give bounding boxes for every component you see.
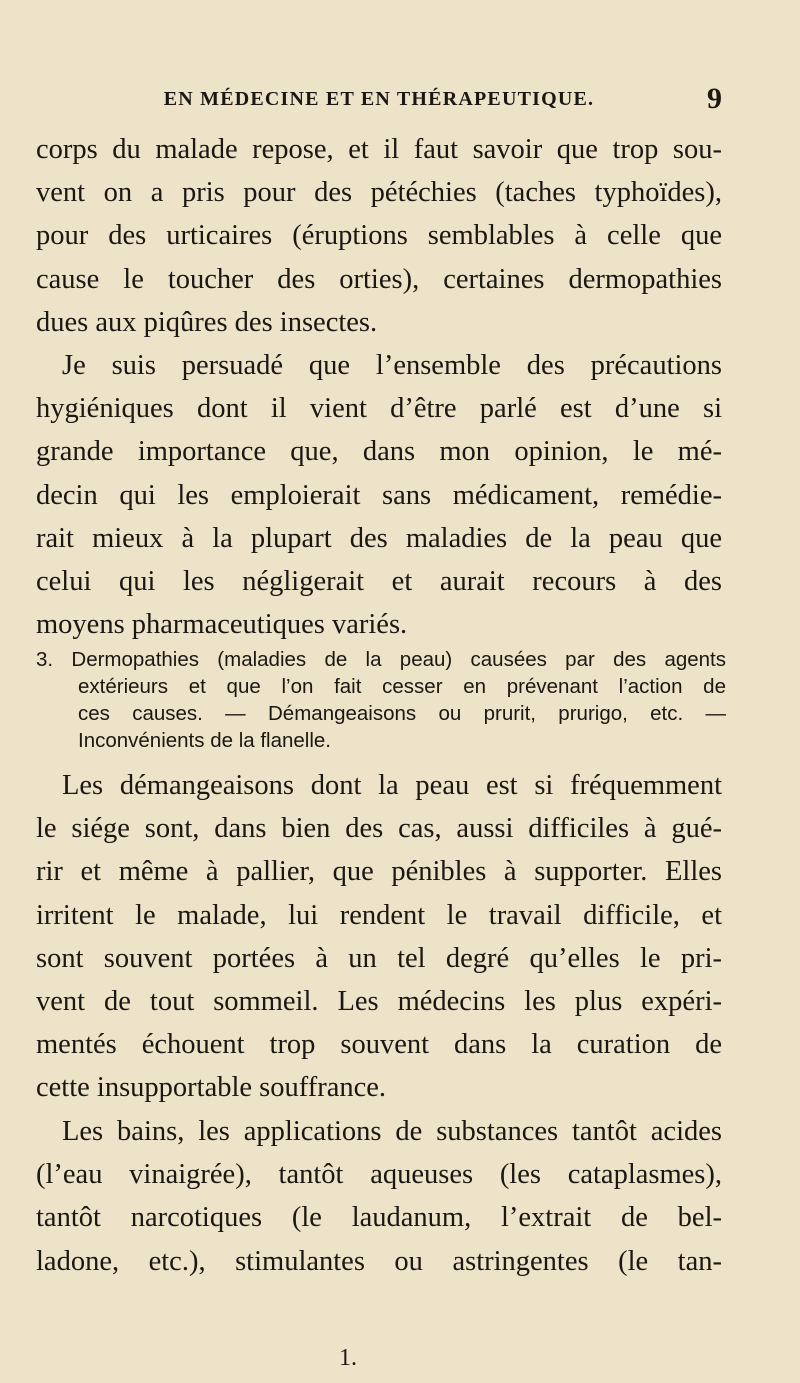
paragraph-2-line-1: Je suis persuadé que l’ensemble des précautions — [62, 350, 722, 381]
paragraph-1-line-2: vent on a pris pour des pétéchies (taches typhoïdes), — [36, 177, 722, 209]
section-3-line-2: extérieurs et que l’on fait cesser en prévenant l’action de — [78, 675, 726, 698]
paragraph-3-line-8: cette insupportable souffrance. — [36, 1072, 387, 1104]
paragraph-3 — [36, 764, 722, 1110]
running-head — [36, 84, 722, 114]
paragraph-2-line-7: moyens pharmaceutiques variés. — [36, 609, 408, 641]
page-number: 9 — [707, 82, 722, 115]
paragraph-1-line-3: pour des urticaires (éruptions semblables à celle que — [36, 220, 722, 252]
section-3-line-3: ces causes. — Démangeaisons ou prurit, prurigo, etc. — — [78, 702, 726, 725]
paragraph-3-line-7: mentés échouent trop souvent dans la curation de — [36, 1029, 722, 1061]
paragraph-2-line-5: rait mieux à la plupart des maladies de la peau que — [36, 522, 722, 554]
paragraph-2-line-3: grande importance que, dans mon opinion, le mé- — [36, 436, 722, 468]
paragraph-4-line-1: Les bains, les applications de substances tantôt acides — [62, 1116, 722, 1147]
paragraph-2-line-6: celui qui les négligerait et aurait recours à des — [36, 565, 722, 597]
signature-mark: 1. — [339, 1345, 357, 1371]
paragraph-3-line-5: sont souvent portées à un tel degré qu’elles le pri- — [36, 942, 722, 974]
paragraph-4-line-3: tantôt narcotiques (le laudanum, l’extrait de bel- — [36, 1202, 722, 1234]
paragraph-3-line-4: irritent le malade, lui rendent le travail difficile, et — [36, 899, 722, 931]
paragraph-3-line-6: vent de tout sommeil. Les médecins les plus expéri- — [36, 985, 722, 1017]
section-3-line-4: Inconvénients de la flanelle. — [78, 729, 332, 752]
paragraph-1-line-1: corps du malade repose, et il faut savoir que trop sou- — [36, 134, 722, 165]
paragraph-4 — [36, 1110, 722, 1283]
paragraph-2-line-4: decin qui les emploierait sans médicament, remédie- — [36, 479, 722, 511]
paragraph-1-line-5: dues aux piqûres des insectes. — [36, 306, 378, 338]
paragraph-3-line-1: Les démangeaisons dont la peau est si fréquemment — [62, 770, 722, 801]
paragraph-1-line-4: cause le toucher des orties), certaines dermopathies — [36, 263, 722, 295]
paragraph-3-line-3: rir et même à pallier, que pénibles à supporter. Elles — [36, 856, 722, 888]
running-title: EN MÉDECINE ET EN THÉRAPEUTIQUE. — [163, 88, 595, 110]
paragraph-4-line-4: ladone, etc.), stimulantes ou astringentes (le tan- — [36, 1245, 722, 1277]
paragraph-1 — [36, 128, 722, 344]
paragraph-3-line-2: le siége sont, dans bien des cas, aussi difficiles à gué- — [36, 813, 722, 845]
paragraph-2 — [36, 344, 722, 646]
paragraph-4-line-2: (l’eau vinaigrée), tantôt aqueuses (les cataplasmes), — [36, 1159, 722, 1191]
section-3-line-1: 3. Dermopathies (maladies de la peau) causées par des agents — [36, 648, 726, 671]
paragraph-2-line-2: hygiéniques dont il vient d’être parlé est d’une si — [36, 393, 722, 425]
section-3-summary — [36, 646, 726, 754]
